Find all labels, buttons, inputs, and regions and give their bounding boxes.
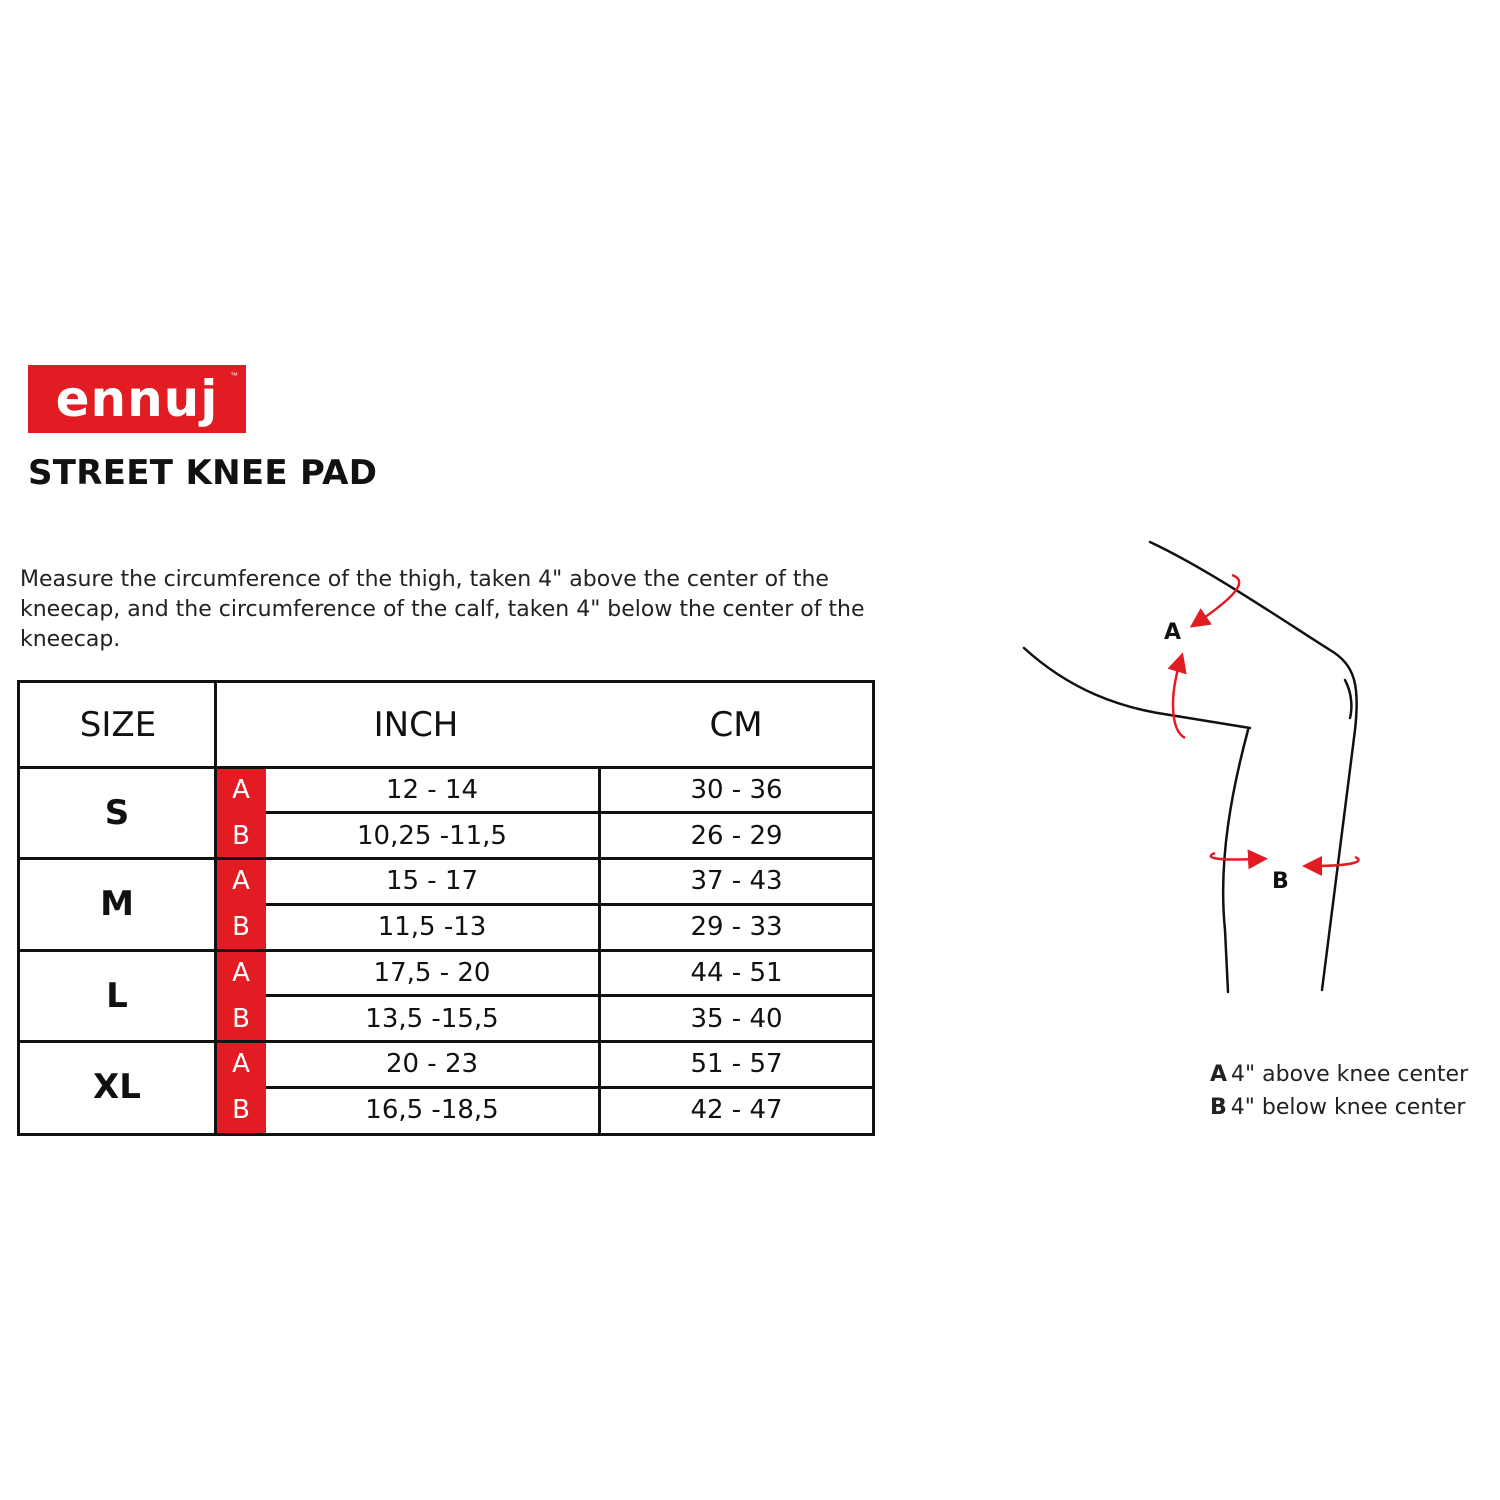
size-table bbox=[17, 680, 875, 1136]
diagram-label-b: B bbox=[1272, 869, 1289, 894]
calf-back-outline bbox=[1223, 730, 1248, 992]
arrow-a-lower bbox=[1173, 662, 1185, 738]
measure-point-b-label: B bbox=[232, 820, 250, 851]
inch-value: 10,25 -11,5 bbox=[357, 820, 507, 851]
trademark-symbol: ™ bbox=[230, 371, 238, 380]
legend-a-text: 4" above knee center bbox=[1231, 1062, 1469, 1087]
arrow-b-right bbox=[1312, 857, 1359, 866]
knee-diagram bbox=[1010, 530, 1380, 1000]
inch-value: 16,5 -18,5 bbox=[365, 1095, 499, 1126]
legend-b-text: 4" below knee center bbox=[1230, 1095, 1466, 1120]
arrow-b-left bbox=[1211, 853, 1258, 860]
legend-b-key: B bbox=[1210, 1095, 1227, 1120]
size-cell: S bbox=[104, 792, 130, 833]
measure-point-a-label: A bbox=[232, 1049, 250, 1080]
measure-point-b-label: B bbox=[232, 912, 250, 943]
kneecap-outline bbox=[1345, 680, 1351, 718]
inch-value: 20 - 23 bbox=[385, 1049, 479, 1080]
cm-value: 44 - 51 bbox=[690, 957, 783, 988]
size-cell: L bbox=[106, 975, 128, 1016]
cm-value: 42 - 47 bbox=[690, 1095, 783, 1126]
header-inch: INCH bbox=[373, 705, 459, 745]
inch-value: 15 - 17 bbox=[385, 866, 479, 897]
row-subdivider bbox=[266, 994, 872, 997]
cm-value: 51 - 57 bbox=[690, 1049, 783, 1080]
brand-logo bbox=[28, 365, 246, 433]
size-cell: M bbox=[100, 884, 134, 925]
arrow-a-upper bbox=[1198, 575, 1239, 622]
measure-point-a-label: A bbox=[232, 866, 250, 897]
cm-value: 26 - 29 bbox=[690, 820, 783, 851]
thigh-bottom-outline bbox=[1024, 648, 1250, 728]
legend-a bbox=[1210, 1062, 1468, 1087]
legend-b bbox=[1210, 1095, 1465, 1120]
inch-value: 12 - 14 bbox=[385, 774, 479, 805]
inch-value: 13,5 -15,5 bbox=[365, 1003, 499, 1034]
measure-point-b-label: B bbox=[232, 1003, 250, 1034]
logo-text: ennuj bbox=[55, 370, 219, 428]
measure-point-a-label: A bbox=[232, 957, 250, 988]
page-title: STREET KNEE PAD bbox=[28, 453, 378, 493]
size-cell: XL bbox=[93, 1067, 141, 1108]
inch-value: 17,5 - 20 bbox=[373, 957, 491, 988]
measurement-instructions: Measure the circumference of the thigh, taken 4" above the center of the kneecap, and the circumference of the calf, taken 4" below the center of the kneecap. bbox=[20, 567, 865, 652]
cm-value: 35 - 40 bbox=[690, 1003, 783, 1034]
measure-point-a-label: A bbox=[232, 774, 250, 805]
thigh-top-outline bbox=[1150, 542, 1357, 990]
row-subdivider bbox=[266, 1086, 872, 1089]
header-size: SIZE bbox=[79, 705, 157, 745]
row-subdivider bbox=[266, 811, 872, 814]
header-cm: CM bbox=[709, 705, 763, 745]
inch-value: 11,5 -13 bbox=[377, 912, 487, 943]
measure-point-b-label: B bbox=[232, 1095, 250, 1126]
legend-a-key: A bbox=[1210, 1062, 1228, 1087]
diagram-label-a: A bbox=[1164, 620, 1182, 645]
cm-value: 30 - 36 bbox=[690, 774, 783, 805]
row-subdivider bbox=[266, 903, 872, 906]
cm-value: 37 - 43 bbox=[690, 866, 783, 897]
cm-value: 29 - 33 bbox=[690, 912, 783, 943]
